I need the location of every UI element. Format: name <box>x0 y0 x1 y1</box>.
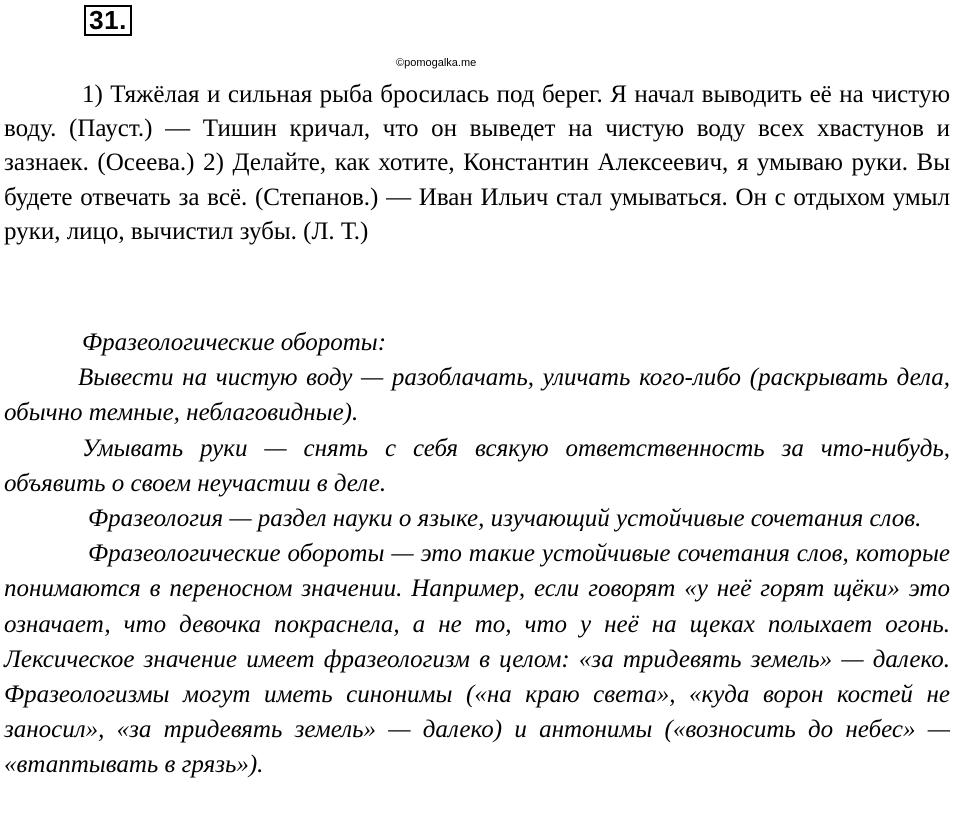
definition-umyvat-ruki: Умывать руки — снять с себя всякую ответственность за что-нибудь, объявить о своем неучастии в деле. <box>4 434 950 497</box>
watermark: ©pomogalka.me <box>396 57 477 69</box>
examples-paragraph: 1) Тяжёлая и сильная рыба бросилась под берег. Я начал выводить её на чистую воду. (Пауст.) — Тишин кричал, что он выведет на чистую воду всех хвастунов и зазнаек. (Осеева.) 2) Делайте, как хотите, Константин Алексеевич, я умываю руки. Вы будете отвечать за всё. (Степанов.) — Иван Ильич стал умываться. Он с отдыхом умыл руки, лицо, вычистил зубы. (Л. Т.) <box>4 81 950 245</box>
explanation-phraseological-units: Фразеологические обороты — это такие устойчивые сочетания слов, которые понимаются в переносном значении. Например, если говорят «у неё горят щёки» это означает, что девочка покраснела, а не то, что у неё на щеках полыхает огонь. Лексическое значение имеет фразеологизм в целом: «за тридевять земель» — далеко. Фразеологизмы могут иметь синонимы («на краю света», «куда ворон костей не заносил», «за тридевять земель» — далеко) и антонимы («возносить до небес» — «втаптывать в грязь»). <box>4 540 950 779</box>
definition-vyvesti-na-chistuyu-vodu: Вывести на чистую воду — разоблачать, уличать кого-либо (раскрывать дела, обычно темные, неблаговидные). <box>4 364 950 427</box>
theory-section <box>4 325 950 783</box>
definition-phraseology: Фразеология — раздел науки о языке, изучающий устойчивые сочетания слов. <box>88 505 922 533</box>
theory-heading: Фразеологические обороты: <box>82 329 387 356</box>
examples-section <box>4 78 950 249</box>
task-number-box: 31. <box>84 5 132 36</box>
